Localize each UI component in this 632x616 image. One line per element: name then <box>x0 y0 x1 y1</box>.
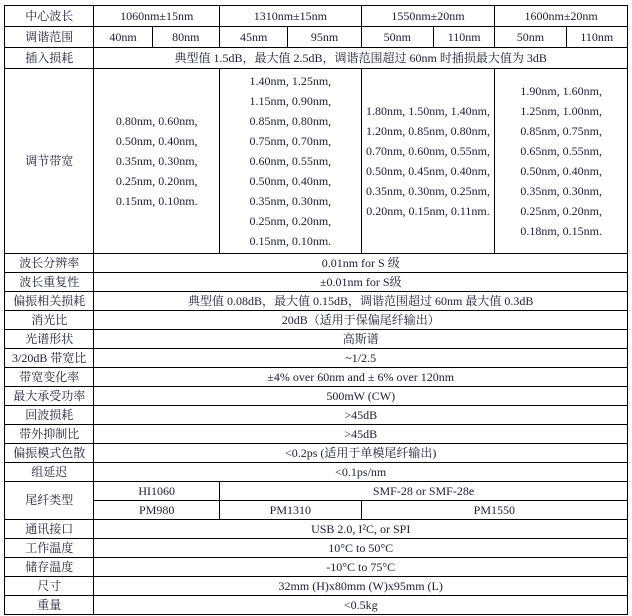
bandwidth-line: 0.85nm, 0.80nm, <box>249 114 332 128</box>
row-wavelength-resolution <box>5 254 628 273</box>
spec-value: 110nm <box>566 27 627 48</box>
row-dimensions <box>5 577 628 596</box>
spec-value: 32mm (H)x80mm (W)x95mm (L) <box>94 577 628 596</box>
spec-value: 1550nm±20nm <box>361 6 495 27</box>
spec-label: 最大承受功率 <box>5 387 94 406</box>
spec-label: 波长重复性 <box>5 273 94 292</box>
row-extinction-ratio <box>5 311 628 330</box>
spec-label: 调谐范围 <box>5 27 94 48</box>
bandwidth-list-1060 <box>94 69 220 254</box>
spec-value: ±4% over 60nm and ± 6% over 120nm <box>94 368 628 387</box>
bandwidth-list-1310 <box>220 69 362 254</box>
bandwidth-line: 0.35nm, 0.30nm, <box>249 194 332 208</box>
row-center-wavelength <box>5 6 628 27</box>
bandwidth-line: 1.20nm, 0.85nm, 0.80nm, <box>365 124 490 138</box>
spec-value: 10°C to 50°C <box>94 539 628 558</box>
spec-label: 带宽变化率 <box>5 368 94 387</box>
bandwidth-line: 0.25nm, 0.20nm, <box>249 214 332 228</box>
row-max-power <box>5 387 628 406</box>
spec-label: 偏振模式色散 <box>5 444 94 463</box>
bandwidth-line: 0.35nm, 0.30nm, <box>115 154 198 168</box>
spec-value: USB 2.0, I²C, or SPI <box>94 520 628 539</box>
row-polarization-dependent-loss <box>5 292 628 311</box>
bandwidth-line: 0.20nm, 0.15nm, 0.11nm. <box>366 204 490 218</box>
spec-label: 光谱形状 <box>5 330 94 349</box>
bandwidth-line: 1.80nm, 1.50nm, 1.40nm, <box>365 104 490 118</box>
spec-value: SMF-28 or SMF-28e <box>220 482 628 501</box>
spec-label: 尺寸 <box>5 577 94 596</box>
row-spectral-shape <box>5 330 628 349</box>
spec-value: 20dB（适用于保偏尾纤输出） <box>94 311 628 330</box>
bandwidth-line: 0.18nm, 0.15nm. <box>520 224 602 238</box>
row-adjustable-bandwidth <box>5 69 628 254</box>
row-wavelength-repeatability <box>5 273 628 292</box>
bandwidth-line: 0.85nm, 0.75nm, <box>520 124 602 138</box>
bandwidth-line: 0.80nm, 0.60nm, <box>115 114 198 128</box>
spec-value: 1060nm±15nm <box>94 6 220 27</box>
spec-value: 110nm <box>434 27 495 48</box>
bandwidth-line: 0.65nm, 0.55nm, <box>520 144 602 158</box>
bandwidth-line: 0.25nm, 0.20nm, <box>520 204 602 218</box>
spec-value: 500mW (CW) <box>94 387 628 406</box>
spec-value: 80nm <box>152 27 219 48</box>
row-pigtail-type-2 <box>5 501 628 520</box>
spec-value: PM1550 <box>361 501 627 520</box>
row-comm-interface <box>5 520 628 539</box>
spec-value: 1310nm±15nm <box>220 6 362 27</box>
bandwidth-line: 0.70nm, 0.60nm, 0.55nm, <box>365 144 490 158</box>
row-storage-temperature <box>5 558 628 577</box>
bandwidth-line: 0.50nm, 0.45nm, 0.40nm, <box>365 164 490 178</box>
bandwidth-line: 0.25nm, 0.20nm, <box>115 174 198 188</box>
spec-label: 偏振相关损耗 <box>5 292 94 311</box>
spec-label: 工作温度 <box>5 539 94 558</box>
spec-value: PM980 <box>94 501 220 520</box>
bandwidth-line: 0.15nm, 0.10nm. <box>249 234 332 248</box>
row-polarization-mode-dispersion <box>5 444 628 463</box>
bandwidth-line: 0.50nm, 0.40nm, <box>520 164 602 178</box>
spec-table <box>4 5 628 615</box>
bandwidth-line: 0.60nm, 0.55nm, <box>249 154 332 168</box>
spec-label: 重量 <box>5 596 94 615</box>
spec-label: 带外抑制比 <box>5 425 94 444</box>
bandwidth-line: 1.25nm, 1.00nm, <box>520 104 602 118</box>
row-return-loss <box>5 406 628 425</box>
spec-label: 调节带宽 <box>5 69 94 254</box>
bandwidth-list-1550 <box>361 69 495 254</box>
spec-value: <0.2ps (适用于单模尾纤输出) <box>94 444 628 463</box>
row-group-delay <box>5 463 628 482</box>
spec-value: 45nm <box>220 27 288 48</box>
spec-label: 通讯接口 <box>5 520 94 539</box>
spec-value: >45dB <box>94 425 628 444</box>
spec-value: <0.1ps/nm <box>94 463 628 482</box>
row-bandwidth-ratio <box>5 349 628 368</box>
row-out-of-band-rejection <box>5 425 628 444</box>
spec-label: 尾纤类型 <box>5 482 94 520</box>
spec-label: 回波损耗 <box>5 406 94 425</box>
spec-label: 储存温度 <box>5 558 94 577</box>
spec-value: 0.01nm for S 级 <box>94 254 628 273</box>
spec-value: HI1060 <box>94 482 220 501</box>
spec-value: ~1/2.5 <box>94 349 628 368</box>
bandwidth-line: 0.50nm, 0.40nm, <box>115 134 198 148</box>
spec-label: 组延迟 <box>5 463 94 482</box>
bandwidth-line: 1.90nm, 1.60nm, <box>520 84 602 98</box>
spec-value: 50nm <box>495 27 566 48</box>
spec-value: >45dB <box>94 406 628 425</box>
spec-value: <0.5kg <box>94 596 628 615</box>
row-bandwidth-variation <box>5 368 628 387</box>
spec-value: 50nm <box>361 27 433 48</box>
spec-label: 消光比 <box>5 311 94 330</box>
spec-label: 插入损耗 <box>5 48 94 69</box>
spec-value: 典型值 0.08dB，最大值 0.15dB，调谐范围超过 60nm 最大值 0.3dB <box>94 292 628 311</box>
bandwidth-line: 0.35nm, 0.30nm, 0.25nm, <box>365 184 490 198</box>
spec-value: 1600nm±20nm <box>495 6 628 27</box>
spec-value: ±0.01nm for S级 <box>94 273 628 292</box>
spec-value: PM1310 <box>220 501 362 520</box>
row-insertion-loss <box>5 48 628 69</box>
row-pigtail-type-1 <box>5 482 628 501</box>
spec-value: 40nm <box>94 27 152 48</box>
bandwidth-line: 0.75nm, 0.70nm, <box>249 134 332 148</box>
spec-label: 3/20dB 带宽比 <box>5 349 94 368</box>
row-weight <box>5 596 628 615</box>
spec-label: 中心波长 <box>5 6 94 27</box>
spec-value: 95nm <box>288 27 361 48</box>
bandwidth-line: 1.40nm, 1.25nm, <box>249 74 332 88</box>
bandwidth-line: 1.15nm, 0.90nm, <box>249 94 332 108</box>
spec-value: 典型值 1.5dB，最大值 2.5dB，调谐范围超过 60nm 时插损最大值为 3dB <box>94 48 628 69</box>
bandwidth-line: 0.15nm, 0.10nm. <box>115 194 198 208</box>
bandwidth-line: 0.50nm, 0.40nm, <box>249 174 332 188</box>
spec-value: -10°C to 75°C <box>94 558 628 577</box>
spec-value: 高斯谱 <box>94 330 628 349</box>
spec-label: 波长分辨率 <box>5 254 94 273</box>
row-operating-temperature <box>5 539 628 558</box>
bandwidth-list-1600 <box>495 69 628 254</box>
bandwidth-line: 0.35nm, 0.30nm, <box>520 184 602 198</box>
row-tuning-range <box>5 27 628 48</box>
